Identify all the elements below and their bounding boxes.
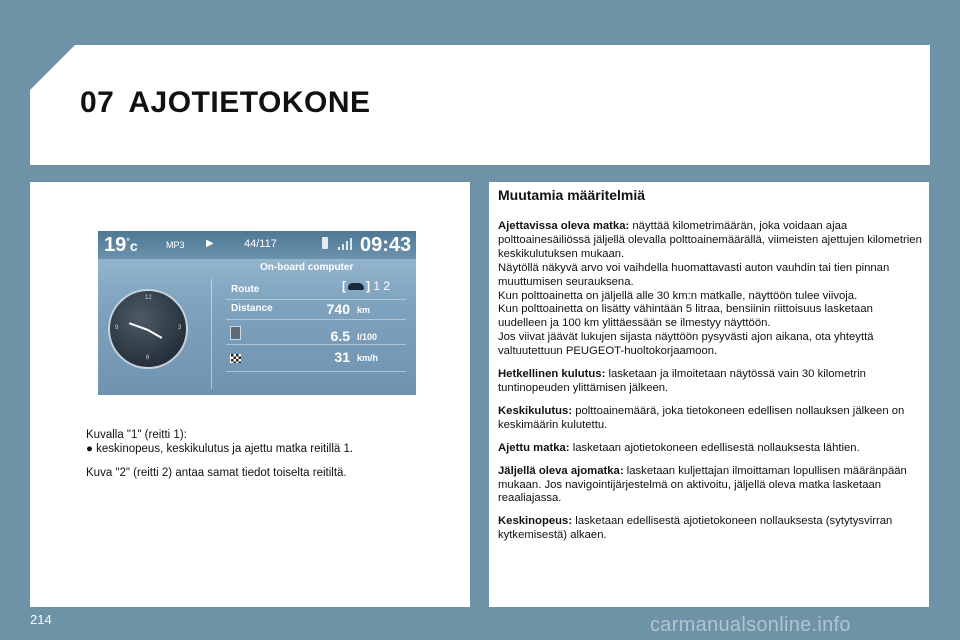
track-counter: 44/117 — [244, 238, 277, 250]
page-number: 214 — [30, 612, 52, 627]
definitions-title: Muutamia määritelmiä — [498, 187, 646, 203]
page-title — [80, 86, 371, 120]
definition-average-speed: Keskinopeus: lasketaan edellisestä ajotietokoneen nollauksesta (sytytysvirran kytkemisestä) alkaen. — [498, 515, 893, 542]
temperature-readout: 19°c — [104, 234, 138, 256]
clock-hour-hand — [129, 322, 148, 331]
display-divider — [211, 279, 212, 389]
fuel-pump-icon — [230, 326, 241, 340]
chapter-number: 07 — [80, 86, 115, 119]
car-icon — [348, 283, 364, 290]
checkered-flag-icon — [230, 354, 241, 363]
consumption-unit: l/100 — [357, 332, 378, 342]
route-selector: [ ] 1 2 — [342, 279, 391, 293]
route-label: Route — [231, 284, 260, 295]
definition-average-consumption: Keskikulutus: polttoainemäärä, joka tietokoneen edellisen nollauksen jälkeen on keskimäärin kulutettu. — [498, 404, 905, 431]
definition-remaining-distance: Jäljellä oleva ajomatka: lasketaan kuljettajan ilmoittaman lopullisen määränpään mukaan. Jos navigointijärjestelmä on aktivoitu, jäljellä oleva matka lasketaan reaaliajassa. — [498, 464, 907, 505]
display-screenshot — [98, 231, 416, 395]
analog-clock-icon: 12 3 6 9 — [108, 289, 188, 369]
caption-line-1: Kuvalla "1" (reitti 1): — [86, 429, 187, 441]
definition-range: Ajettavissa oleva matka: näyttää kilometrimäärän, joka voidaan ajaa polttoainesäiliössä jäljellä olevalla polttoainemäärällä, viimeisten ajettujen kilometrien keskikulutuksen mukaan. Näytöllä näkyvä arvo voi vaihdella huomattavasti auton vauhdin tai tien pinnan muuttumisen seurauksena. Kun polttoainetta on jäljellä alle 30 km:n matkalle, näyttöön tulee viivoja. Kun polttoainetta on lisätty vähintään 5 litraa, bensiinin riittoisuus lasketaan uudelleen ja 100 km ylittäessään se ilmestyy näyttöön. Jos viivat jäävät lukujen sijasta näyttöön pysyvästi ajon aikana, ota yhteyttä valtuutettuun PEUGEOT-huoltokorjaamoon. — [498, 220, 922, 358]
time-readout: 09:43 — [360, 234, 412, 256]
consumption-value: 6.5 — [330, 328, 350, 344]
definitions-body — [498, 220, 922, 552]
speed-unit: km/h — [357, 353, 379, 363]
caption-line-2: ● keskinopeus, keskikulutus ja ajettu matka reitillä 1. — [86, 443, 354, 455]
distance-label: Distance — [231, 303, 273, 314]
caption-line-3: Kuva "2" (reitti 2) antaa samat tiedot toiselta reitiltä. — [86, 467, 347, 479]
chapter-title: AJOTIETOKONE — [128, 86, 371, 119]
audio-source: MP3 — [166, 240, 185, 250]
play-icon: ▶ — [206, 238, 214, 249]
clock-minute-hand — [148, 329, 163, 339]
watermark: carmanualsonline.info — [650, 614, 851, 636]
speed-value: 31 — [334, 349, 350, 365]
distance-unit: km — [357, 305, 371, 315]
display-status-bar — [98, 231, 416, 259]
signal-icon — [338, 238, 354, 250]
display-heading: On-board computer — [260, 262, 354, 273]
definition-instant-consumption: Hetkellinen kulutus: lasketaan ja ilmoitetaan näytössä vain 30 kilometrin tuntinopeuden ylittämisen jälkeen. — [498, 368, 866, 394]
definition-distance-travelled: Ajettu matka: lasketaan ajotietokoneen edellisestä nollauksesta lähtien. — [498, 441, 860, 454]
distance-value: 740 — [326, 301, 350, 317]
phone-icon — [322, 237, 328, 249]
